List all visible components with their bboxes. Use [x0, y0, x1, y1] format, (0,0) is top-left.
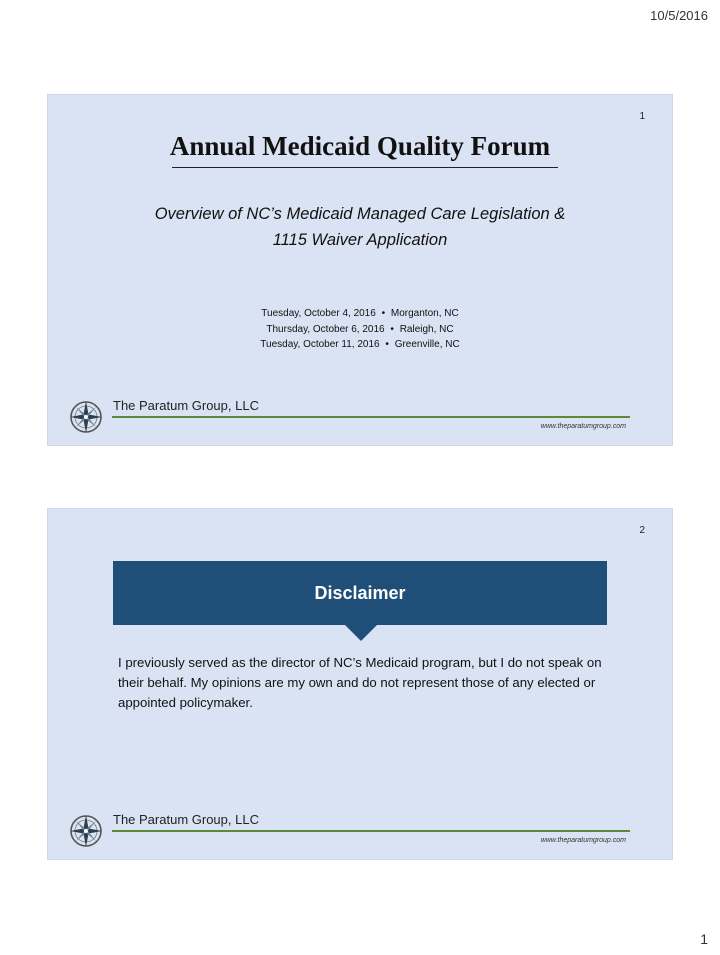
banner-title: Disclaimer: [314, 582, 406, 603]
event-location: Raleigh, NC: [399, 323, 454, 335]
footer-rule: [112, 416, 630, 418]
compass-rose-icon: [68, 399, 104, 435]
slide-1: [47, 94, 673, 446]
event-day: Thursday, October 6, 2016: [266, 323, 385, 335]
footer-company: The Paratum Group, LLC: [113, 398, 259, 413]
slide-number: 2: [639, 525, 645, 536]
subtitle-line: 1115 Waiver Application: [272, 231, 448, 249]
footer-rule: [112, 830, 630, 832]
slide-2: [47, 508, 673, 860]
event-location: Greenville, NC: [394, 339, 460, 350]
event-dates: [48, 306, 672, 353]
bullet-separator: •: [381, 308, 386, 319]
bullet-separator: •: [390, 323, 394, 335]
event-date-row: [48, 337, 672, 353]
event-day: Tuesday, October 4, 2016: [261, 308, 376, 319]
footer-company: The Paratum Group, LLC: [113, 812, 259, 827]
page-number: 1: [700, 931, 708, 947]
bullet-separator: •: [385, 339, 389, 350]
event-date-row: [48, 306, 672, 322]
event-location: Morganton, NC: [390, 308, 459, 319]
footer-url: www.theparatumgroup.com: [540, 837, 626, 844]
event-date-row: [48, 322, 672, 338]
event-day: Tuesday, October 11, 2016: [260, 339, 380, 350]
compass-rose-icon: [68, 813, 104, 849]
footer-url: www.theparatumgroup.com: [540, 423, 626, 430]
banner-pointer: [345, 625, 377, 641]
subtitle-line: Overview of NC’s Medicaid Managed Care Legislation &: [154, 205, 566, 223]
slide-subtitle: [88, 201, 632, 253]
page-date: 10/5/2016: [650, 8, 708, 23]
title-underline: [172, 167, 558, 168]
disclaimer-text: I previously served as the director of NC’s Medicaid program, but I do not speak on their behalf. My opinions are my own and do not represent those of any elected or appointed policymaker.: [118, 655, 602, 710]
slide-title: Annual Medicaid Quality Forum: [169, 131, 551, 161]
section-banner: [113, 561, 607, 625]
slide-number: 1: [639, 111, 645, 122]
